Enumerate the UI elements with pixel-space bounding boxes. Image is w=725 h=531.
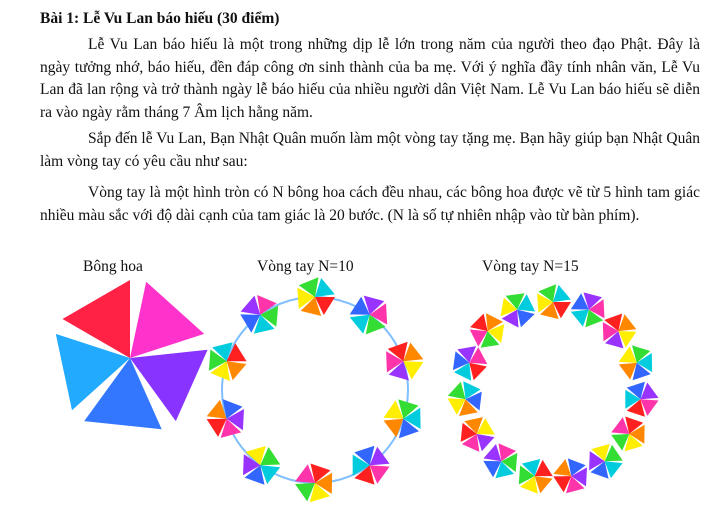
- flower-figure: [45, 278, 215, 448]
- paragraph-intro-text: Lễ Vu Lan báo hiếu là một trong những dịp lễ lớn trong năm của người theo đạo Phật. Đây là ngày tưởng nhớ, báo hiếu, đền đáp công ơn sinh thành của ba mẹ. Với ý nghĩa đầy tính nhân văn, Lễ Vu Lan đã lan rộng và trở thành ngày lễ báo hiếu của nhiều người dân Việt Nam. Lễ Vu Lan báo hiếu sẽ diễn ra vào ngày rằm tháng 7 Âm lịch hằng năm.: [40, 36, 700, 121]
- bracelet-flower-triangle: [517, 310, 535, 328]
- bracelet-flower-triangle: [535, 476, 553, 493]
- paragraph-task: [40, 128, 700, 173]
- bracelet-flower: [603, 314, 637, 349]
- paragraph-requirements-text: Vòng tay là một hình tròn có N bông hoa cách đều nhau, các bông hoa được vẽ từ 5 hình tam giác nhiều màu sắc với độ dài cạnh của tam giác là 20 bước. (N là số tự nhiên nhập vào từ bàn phím).: [40, 184, 700, 224]
- bracelet-flower: [571, 292, 605, 327]
- ring15-figure-label: Vòng tay N=15: [482, 258, 579, 275]
- bracelet-flower: [619, 345, 652, 380]
- bracelet-flower-triangle: [241, 296, 261, 315]
- bracelet-flower: [625, 382, 658, 417]
- paragraph-requirements: [40, 182, 700, 227]
- paragraph-task-text: Sắp đến lễ Vu Lan, Bạn Nhật Quân muốn làm một vòng tay tặng mẹ. Bạn hãy giúp bạn Nhật Quân làm vòng tay có yêu cầu như sau:: [40, 130, 700, 170]
- bracelet-flower-triangle: [470, 314, 488, 332]
- ring10-figure-label: Vòng tay N=10: [257, 258, 354, 275]
- flower-triangle: [130, 282, 204, 358]
- bracelet-flower: [386, 342, 423, 381]
- bracelet-flower: [384, 399, 421, 438]
- bracelet-flower: [519, 459, 553, 494]
- exercise-title: Bài 1: Lễ Vu Lan báo hiếu (30 điểm): [40, 10, 280, 27]
- bracelet-flower: [483, 443, 517, 478]
- bracelet-flower-triangle: [448, 382, 466, 399]
- bracelet-flower: [553, 458, 587, 493]
- bracelet-flower: [297, 277, 335, 316]
- bracelet-n10-figure: [196, 272, 446, 522]
- flower-figure-label: Bông hoa: [83, 258, 143, 275]
- bracelet-flower: [501, 293, 536, 327]
- bracelet-flower: [470, 313, 505, 348]
- bracelet-flower: [589, 444, 623, 479]
- bracelet-flower: [461, 417, 495, 452]
- bracelet-flower: [611, 417, 644, 452]
- bracelet-n15-figure: [432, 272, 687, 522]
- bracelet-flower: [453, 346, 487, 381]
- bracelet-flower-triangle: [484, 444, 502, 461]
- bracelet-flower: [448, 381, 482, 416]
- bracelet-flower-triangle: [477, 434, 495, 451]
- bracelet-flower: [350, 296, 388, 335]
- bracelet-flower-triangle: [553, 285, 571, 302]
- bracelet-flower-triangle: [227, 361, 247, 380]
- bracelet-flower: [207, 399, 244, 438]
- bracelet-flower-triangle: [469, 363, 487, 381]
- bracelet-flower: [537, 284, 571, 319]
- bracelet-flower: [243, 446, 280, 485]
- bracelet-flower: [209, 342, 247, 381]
- bracelet-flower-triangle: [315, 278, 335, 297]
- paragraph-intro: [40, 34, 700, 124]
